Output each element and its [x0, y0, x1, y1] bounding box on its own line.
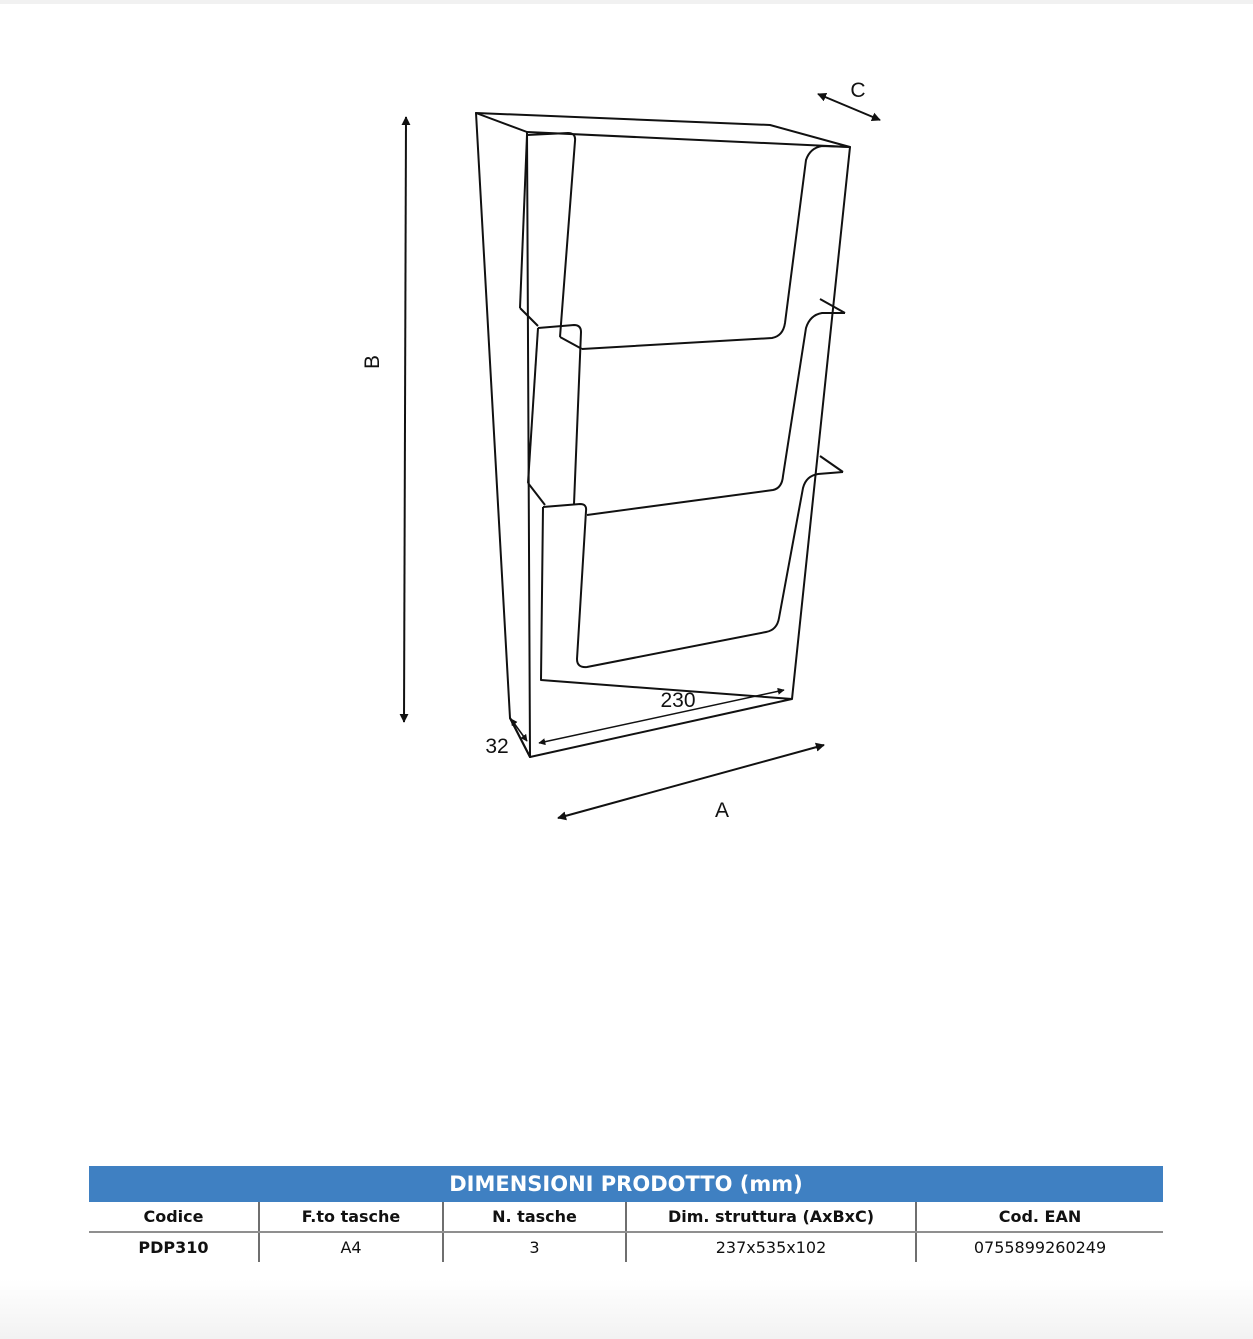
pocket-3	[541, 456, 843, 699]
dimension-c-label: C	[850, 79, 866, 102]
column-header-codice: Codice	[89, 1202, 259, 1232]
pocket-2	[528, 299, 845, 515]
column-header-formato-tasche: F.to tasche	[259, 1202, 443, 1232]
pocket-1	[520, 133, 850, 349]
cell-formato-tasche: A4	[259, 1232, 443, 1262]
dimension-230-label: 230	[660, 689, 696, 712]
column-header-cod-ean: Cod. EAN	[916, 1202, 1163, 1232]
table-row	[89, 1232, 1163, 1262]
cell-numero-tasche: 3	[443, 1232, 626, 1262]
product-dimensions-table	[89, 1166, 1163, 1262]
column-header-numero-tasche: N. tasche	[443, 1202, 626, 1232]
column-header-dim-struttura: Dim. struttura (AxBxC)	[626, 1202, 916, 1232]
dimension-b-label: B	[361, 354, 384, 370]
cell-codice: PDP310	[138, 1238, 209, 1257]
dimension-c-line	[818, 94, 880, 120]
table-title: DIMENSIONI PRODOTTO (mm)	[89, 1166, 1163, 1202]
cell-cod-ean: 0755899260249	[916, 1232, 1163, 1262]
dimension-a-line	[558, 745, 824, 818]
display-rack-outline	[476, 113, 850, 757]
dimension-b-line	[404, 117, 406, 722]
page-bottom-fade	[0, 1279, 1253, 1339]
cell-dim-struttura: 237x535x102	[626, 1232, 916, 1262]
dimension-a-label: A	[714, 799, 730, 822]
dimension-32-label: 32	[485, 735, 509, 758]
